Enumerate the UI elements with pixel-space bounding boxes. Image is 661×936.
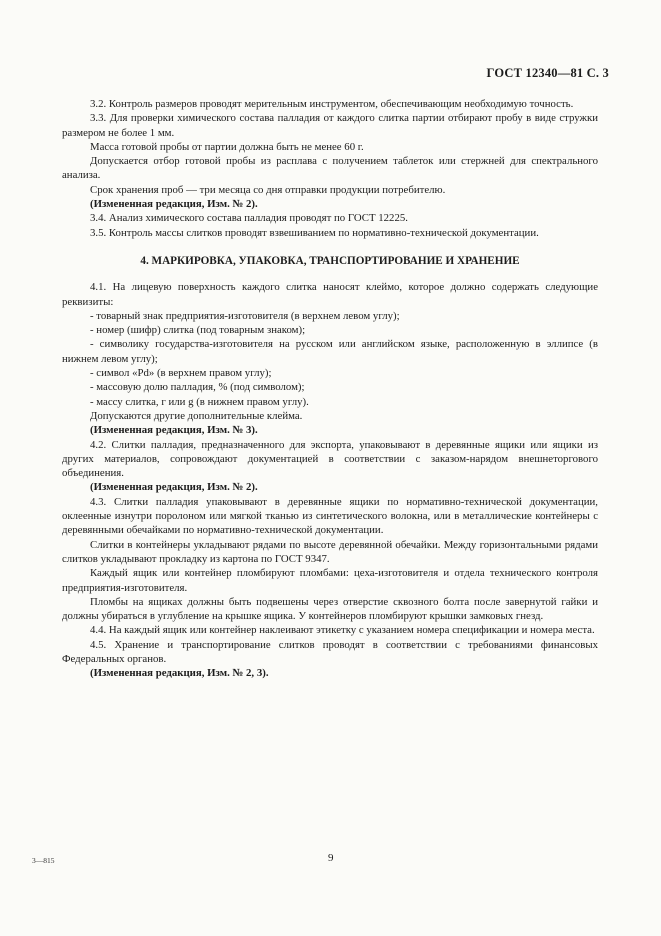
paragraph: Срок хранения проб — три месяца со дня отправки продукции потребителю. xyxy=(90,183,446,196)
paragraph: 4.3. Слитки палладия упаковывают в деревянные ящики по нормативно-технической документации, оклеенные изнутри поролоном или мягкой тканью из синтетического волокна, или в металлические контейнеры с деревянными обечайками по нормативно-технической документации. xyxy=(62,495,598,537)
paragraph: - номер (шифр) слитка (под товарным знаком); xyxy=(90,324,306,337)
paragraph: 3.2. Контроль размеров проводят мерительным инструментом, обеспечивающим необходимую точность. xyxy=(90,98,574,110)
paragraph: - массовую долю палладия, % (под символом); xyxy=(90,381,305,394)
paragraph: 4.1. На лицевую поверхность каждого слитка наносят клеймо, которое должно содержать следующие реквизиты: xyxy=(62,281,598,308)
paragraph: Масса готовой пробы от партии должна быть не менее 60 г. xyxy=(90,140,364,153)
paragraph: Допускается отбор готовой пробы из расплава с получением таблеток или стержней для спектрального анализа. xyxy=(62,155,598,182)
page-number: 9 xyxy=(328,852,334,864)
section-3-text xyxy=(62,97,598,240)
paragraph: Пломбы на ящиках должны быть подвешены через отверстие сквозного болта после завернутой гайки и должны убираться в углубление на крышке ящика. У контейнеров пломбируют крышки замковых гнезд. xyxy=(62,595,598,623)
paragraph: 3.3. Для проверки химического состава палладия от каждого слитка партии отбирают пробу в виде стружки размером не более 1 мм. xyxy=(62,112,598,139)
paragraph: - массу слитка, г или g (в нижнем правом углу). xyxy=(90,395,309,408)
document-body xyxy=(62,97,598,681)
amendment-note: (Измененная редакция, Изм. № 2). xyxy=(90,481,258,494)
paragraph: - товарный знак предприятия-изготовителя (в верхнем левом углу); xyxy=(90,309,400,322)
paragraph: 4.4. На каждый ящик или контейнер наклеивают этикетку с указанием номера спецификации и номера места. xyxy=(90,624,595,637)
amendment-note: (Измененная редакция, Изм. № 2). xyxy=(90,198,258,211)
paragraph: - символику государства-изготовителя на русском или английском языке, расположенную в эллипсе (в нижнем левом углу); xyxy=(62,338,598,365)
paragraph: Допускаются другие дополнительные клейма. xyxy=(90,409,303,422)
amendment-note: (Измененная редакция, Изм. № 2, 3). xyxy=(90,667,269,680)
paragraph: 4.2. Слитки палладия, предназначенного для экспорта, упаковывают в деревянные ящики или ящики из других материалов, сопровождают документацией в соответствии с заказом-нарядом внешнеторгового объединения. xyxy=(62,438,598,480)
section-4-text xyxy=(62,280,598,680)
paragraph: 3.5. Контроль массы слитков проводят взвешиванием по нормативно-технической документации. xyxy=(90,226,539,239)
footer-code: 3—815 xyxy=(32,856,55,865)
section-title: 4. МАРКИРОВКА, УПАКОВКА, ТРАНСПОРТИРОВАНИЕ И ХРАНЕНИЕ xyxy=(140,254,520,267)
amendment-note: (Измененная редакция, Изм. № 3). xyxy=(90,424,258,437)
paragraph: Слитки в контейнеры укладывают рядами по высоте деревянной обечайки. Между горизонтальными рядами слитков укладывают прокладку из картона по ГОСТ 9347. xyxy=(62,538,598,565)
paragraph: Каждый ящик или контейнер пломбируют пломбами: цеха-изготовителя и отдела технического контроля предприятия-изготовителя. xyxy=(62,567,598,594)
paragraph: 4.5. Хранение и транспортирование слитков проводят в соответствии с требованиями финансовых Федеральных органов. xyxy=(62,638,598,665)
paragraph: 3.4. Анализ химического состава палладия проводят по ГОСТ 12225. xyxy=(90,212,408,225)
page-header: ГОСТ 12340—81 С. 3 xyxy=(486,66,609,80)
paragraph: - символ «Pd» (в верхнем правом углу); xyxy=(90,367,272,380)
